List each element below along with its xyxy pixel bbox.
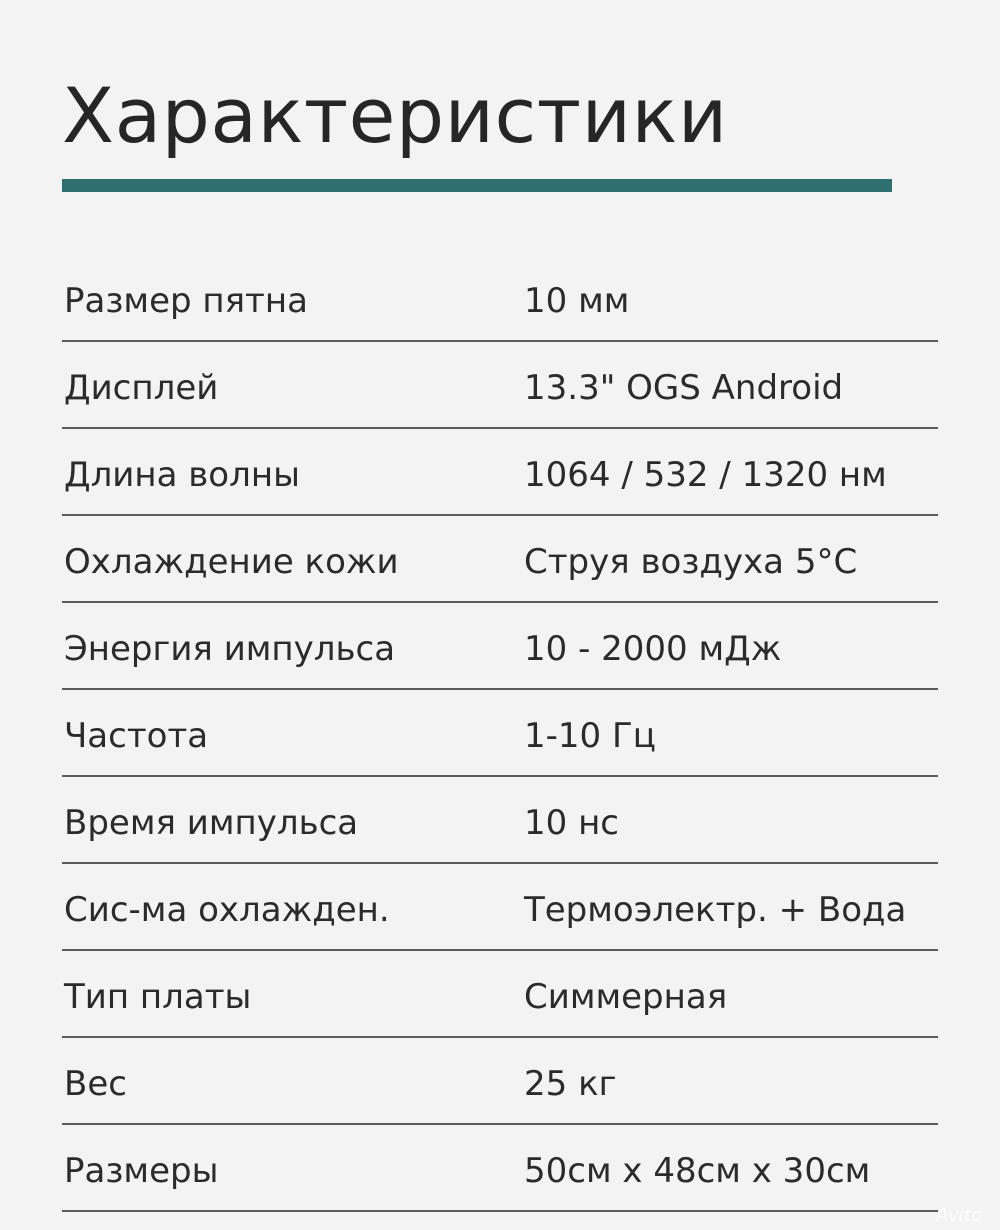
spec-label: Длина волны xyxy=(64,455,300,495)
spec-label: Дисплей xyxy=(64,368,219,408)
spec-value: 1-10 Гц xyxy=(524,716,656,756)
page-title: Характеристики xyxy=(62,71,728,160)
spec-label: Тип платы xyxy=(64,977,252,1017)
spec-value: Симмерная xyxy=(524,977,728,1017)
spec-row-dimensions xyxy=(62,1125,938,1212)
spec-row-pulse-time xyxy=(62,777,938,864)
spec-value: 25 кг xyxy=(524,1064,617,1104)
spec-value: Термоэлектр. + Вода xyxy=(524,890,907,930)
spec-label: Охлаждение кожи xyxy=(64,542,399,582)
title-underline xyxy=(62,179,892,192)
spec-label: Размеры xyxy=(64,1151,219,1191)
spec-row-wavelength xyxy=(62,429,938,516)
spec-row-board-type xyxy=(62,951,938,1038)
spec-row-cooling-system xyxy=(62,864,938,951)
spec-label: Энергия импульса xyxy=(64,629,396,669)
spec-row-spot-size xyxy=(62,255,938,342)
spec-row-frequency xyxy=(62,690,938,777)
avito-watermark: Avito xyxy=(935,1205,982,1226)
spec-label: Частота xyxy=(64,716,209,756)
spec-value: 10 - 2000 мДж xyxy=(524,629,782,669)
spec-value: 10 нс xyxy=(524,803,619,843)
spec-table xyxy=(62,255,938,1212)
spec-value: 50см x 48см x 30см xyxy=(524,1151,871,1191)
spec-row-display xyxy=(62,342,938,429)
spec-row-skin-cooling xyxy=(62,516,938,603)
spec-label: Время импульса xyxy=(64,803,359,843)
spec-value: 1064 / 532 / 1320 нм xyxy=(524,455,887,495)
spec-value: 10 мм xyxy=(524,281,630,321)
spec-label: Сис-ма охлажден. xyxy=(64,890,390,930)
spec-row-pulse-energy xyxy=(62,603,938,690)
spec-label: Вес xyxy=(64,1064,127,1104)
spec-label: Размер пятна xyxy=(64,281,308,321)
spec-value: 13.3" OGS Android xyxy=(524,368,844,408)
spec-row-weight xyxy=(62,1038,938,1125)
spec-value: Струя воздуха 5°C xyxy=(524,542,858,582)
